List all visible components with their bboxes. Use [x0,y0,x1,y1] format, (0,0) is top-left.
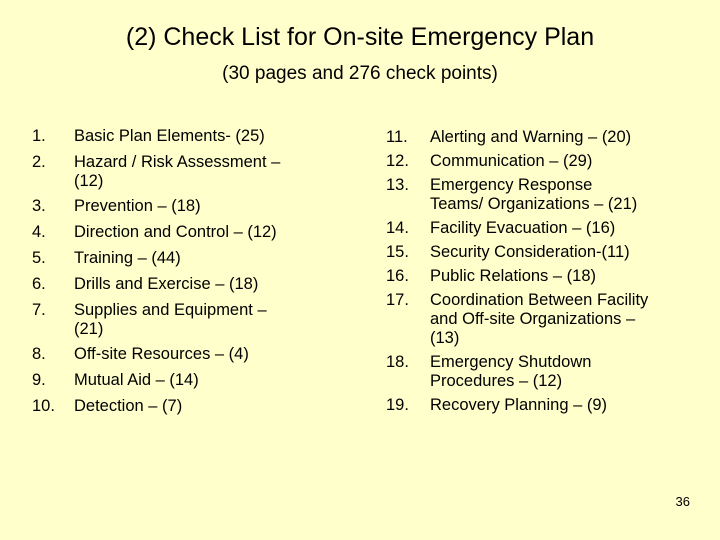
checklist-left-column [32,127,352,423]
list-item-text-continued: and Off-site Organizations – [430,310,636,328]
list-item-text: Detection – (7) [74,397,183,415]
list-item-text: Hazard / Risk Assessment – [74,153,281,171]
list-item-text: Supplies and Equipment – [74,301,267,319]
list-item-text: Training – (44) [74,249,181,267]
list-item [386,219,706,238]
list-item-text: Coordination Between Facility [430,291,649,309]
list-item-text: Security Consideration-(11) [430,243,630,261]
list-item-text-continued: (13) [430,329,460,347]
list-item [32,345,352,364]
list-item-number: 19. [386,396,409,414]
list-item-number: 17. [386,291,409,309]
checklist-right-column [386,128,706,420]
list-item [32,249,352,268]
list-item [32,301,352,339]
list-item [386,396,706,415]
list-item-text: Alerting and Warning – (20) [430,128,632,146]
list-item [32,371,352,390]
list-item-number: 10. [32,397,55,415]
list-item [32,397,352,416]
list-item-text: Mutual Aid – (14) [74,371,199,389]
list-item-number: 11. [386,128,408,146]
page-number: 36 [675,494,690,509]
list-item-number: 8. [32,345,46,363]
list-item-text: Emergency Shutdown [430,353,592,371]
list-item-number: 4. [32,223,46,241]
list-item [32,275,352,294]
list-item-number: 5. [32,249,46,267]
list-item-text-continued: (12) [74,172,104,190]
list-item-text: Off-site Resources – (4) [74,345,249,363]
list-item-number: 18. [386,353,409,371]
list-item [386,176,706,214]
list-item [386,128,706,147]
list-item [386,152,706,171]
list-item-text: Prevention – (18) [74,197,201,215]
list-item-text: Recovery Planning – (9) [430,396,608,414]
list-item-text: Emergency Response [430,176,593,194]
list-item [386,243,706,262]
list-item [32,197,352,216]
list-item-number: 14. [386,219,409,237]
list-item-number: 2. [32,153,46,171]
list-item-text: Drills and Exercise – (18) [74,275,259,293]
list-item-number: 6. [32,275,46,293]
list-item [32,127,352,146]
list-item-number: 3. [32,197,46,215]
list-item-number: 16. [386,267,409,285]
list-item [32,153,352,191]
list-item [386,353,706,391]
slide-title: (2) Check List for On-site Emergency Plan [125,23,595,51]
list-item-text-continued: Teams/ Organizations – (21) [430,195,638,213]
list-item-text-continued: Procedures – (12) [430,372,563,390]
list-item-number: 9. [32,371,46,389]
list-item-text: Facility Evacuation – (16) [430,219,616,237]
list-item-number: 1. [32,127,46,145]
list-item-text: Basic Plan Elements- (25) [74,127,265,145]
list-item-text: Public Relations – (18) [430,267,596,285]
list-item [386,267,706,286]
list-item-text: Communication – (29) [430,152,593,170]
list-item-number: 12. [386,152,409,170]
list-item-number: 13. [386,176,409,194]
list-item-number: 7. [32,301,46,319]
list-item-number: 15. [386,243,409,261]
list-item-text-continued: (21) [74,320,104,338]
list-item-text: Direction and Control – (12) [74,223,277,241]
slide-subtitle: (30 pages and 276 check points) [222,63,498,84]
list-item [32,223,352,242]
list-item [386,291,706,348]
